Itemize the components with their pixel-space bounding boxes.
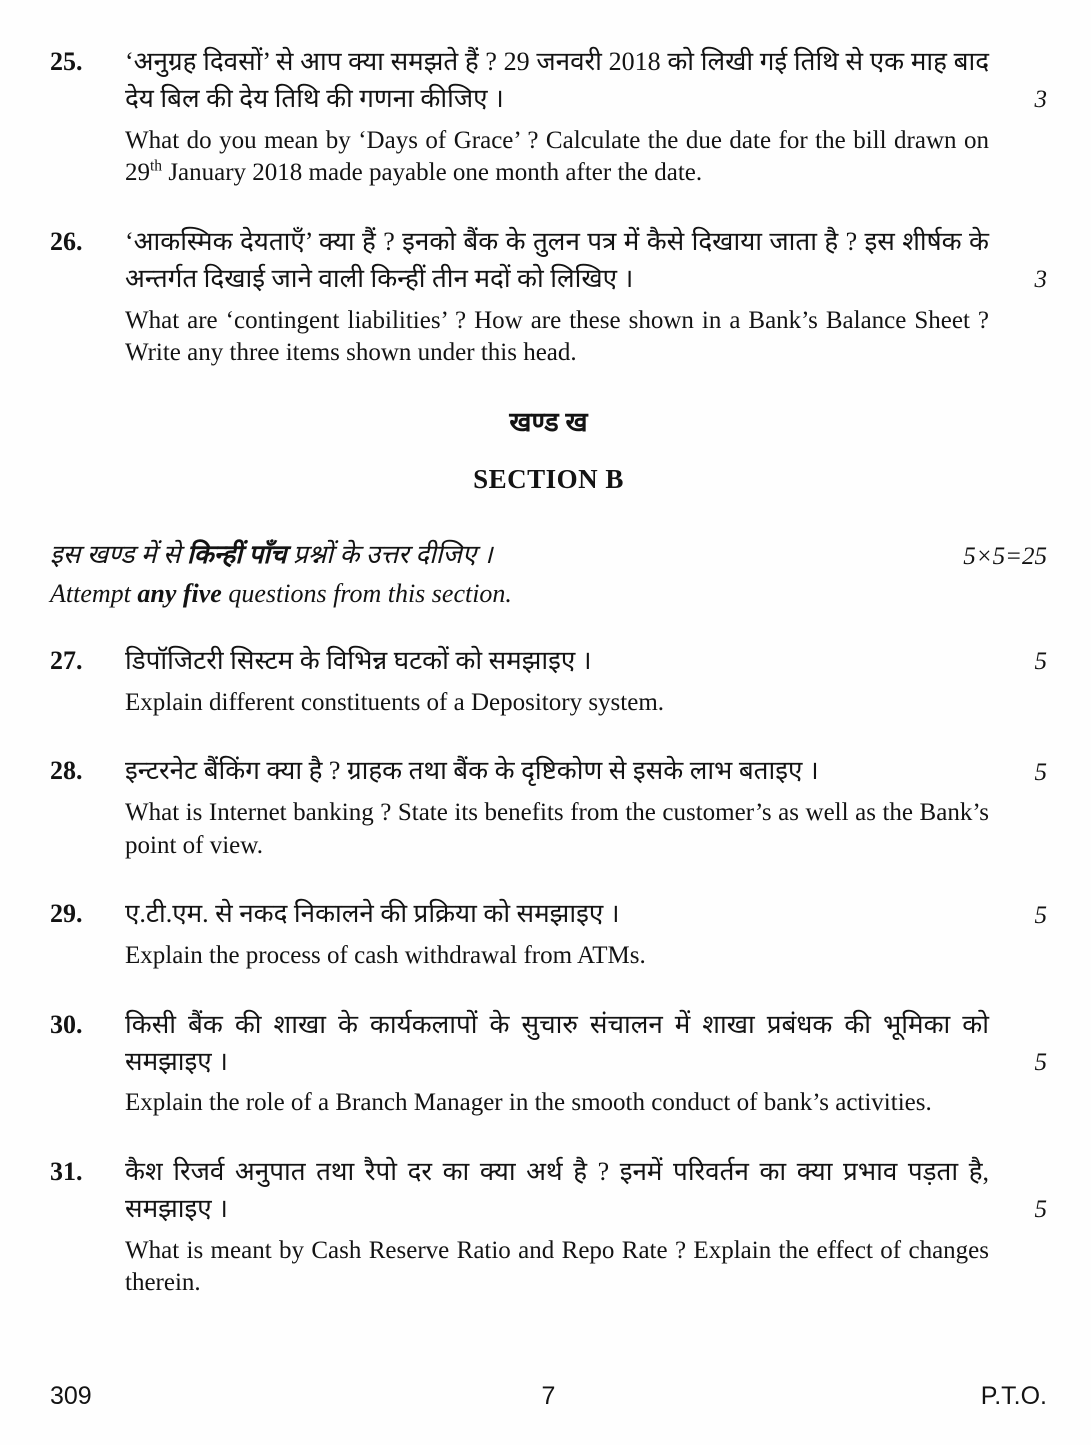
question-text-english — [125, 125, 989, 190]
question-text-english: Explain the process of cash withdrawal from ATMs. — [125, 942, 646, 970]
ordinal-superscript: th — [150, 157, 163, 175]
question-marks: 3 — [1034, 266, 1047, 294]
question-marks: 3 — [1034, 86, 1047, 114]
question-text-hindi: किसी बैंक की शाखा के कार्यकलापों के सुचारु संचालन में शाखा प्रबंधक की भूमिका को समझाइए । — [125, 1009, 989, 1076]
question-text-hindi: ‘अनुग्रह दिवसों’ से आप क्या समझते हैं ? 29 जनवरी 2018 को लिखी गई तिथि से एक माह बाद देय बिल की देय तिथि की गणना कीजिए । — [125, 47, 989, 113]
footer-paper-code: 309 — [50, 1382, 92, 1410]
question-number: 25. — [50, 47, 83, 76]
section-b-questions — [50, 643, 1047, 1300]
question-number: 30. — [50, 1009, 83, 1039]
question-29 — [50, 896, 1047, 972]
instruction-text-part: इस खण्ड में से — [50, 540, 187, 570]
instruction-text-part: Attempt — [50, 579, 138, 609]
instruction-bold-part: किन्हीं पाँच — [187, 540, 287, 570]
question-text-hindi: डिपॉजिटरी सिस्टम के विभिन्न घटकों को समझाइए । — [125, 645, 592, 675]
question-number: 28. — [50, 756, 83, 786]
question-text-english: What is Internet banking ? State its benefits from the customer’s as well as the Bank’s point of view. — [125, 799, 989, 859]
question-26 — [50, 224, 1047, 370]
question-body — [125, 44, 1047, 190]
question-text-hindi: ‘आकस्मिक देयताएँ’ क्या हैं ? इनको बैंक के तुलन पत्र में कैसे दिखाया जाता है ? इस शीर्षक के अन्तर्गत दिखाई जाने वाली किन्हीं तीन मदों को लिखिए । — [125, 226, 989, 293]
question-marks: 5 — [1034, 1048, 1047, 1076]
question-text-english: Explain different constituents of a Depository system. — [125, 688, 665, 716]
instruction-text-part: questions from this section. — [221, 579, 512, 609]
question-body — [125, 643, 1047, 719]
question-marks: 5 — [1034, 648, 1047, 676]
question-30 — [50, 1007, 1047, 1120]
section-heading-english: SECTION B — [473, 464, 624, 495]
question-body — [125, 1007, 1047, 1120]
section-instruction-english — [50, 577, 1047, 611]
instruction-text-part: प्रश्नों के उत्तर दीजिए । — [286, 540, 493, 570]
section-instructions — [50, 537, 1047, 611]
footer-pto: P.T.O. — [980, 1382, 1047, 1410]
question-body — [125, 896, 1047, 972]
question-marks: 5 — [1034, 901, 1047, 929]
question-text-hindi: ए.टी.एम. से नकद निकालने की प्रक्रिया को समझाइए । — [125, 899, 620, 929]
question-27 — [50, 643, 1047, 719]
english-text-part: January 2018 made payable one month after the date. — [162, 159, 703, 187]
question-body — [125, 753, 1047, 862]
question-text-hindi: इन्टरनेट बैंकिंग क्या है ? ग्राहक तथा बैंक के दृष्टिकोण से इसके लाभ बताइए । — [125, 756, 819, 786]
section-instruction-hindi — [50, 537, 963, 574]
question-body — [125, 1154, 1047, 1300]
question-marks: 5 — [1034, 1196, 1047, 1224]
instruction-bold-part: any five — [137, 579, 222, 609]
question-number: 29. — [50, 899, 83, 929]
question-body — [125, 224, 1047, 370]
question-number: 27. — [50, 645, 83, 675]
question-text-english: Explain the role of a Branch Manager in the smooth conduct of bank’s activities. — [125, 1089, 932, 1117]
question-25 — [50, 44, 1047, 190]
question-text-english: What is meant by Cash Reserve Ratio and Repo Rate ? Explain the effect of changes therein. — [125, 1236, 989, 1297]
section-marks-scheme: 5×5=25 — [963, 542, 1047, 570]
page-footer — [50, 1382, 1047, 1411]
english-text-part: What do you mean by ‘Days of Grace’ ? Calculate the due date for the bill drawn on 29 — [125, 126, 989, 187]
question-28 — [50, 753, 1047, 862]
question-text-hindi: कैश रिजर्व अनुपात तथा रैपो दर का क्या अर्थ है ? इनमें परिवर्तन का क्या प्रभाव पड़ता है, समझाइए । — [125, 1156, 989, 1223]
question-text-english: What are ‘contingent liabilities’ ? How are these shown in a Bank’s Balance Sheet ? Write any three items shown under this head. — [125, 306, 989, 367]
question-number: 31. — [50, 1156, 83, 1186]
question-marks: 5 — [1034, 758, 1047, 786]
section-heading-hindi: खण्ड ख — [509, 406, 588, 437]
question-31 — [50, 1154, 1047, 1300]
question-number: 26. — [50, 226, 83, 256]
footer-page-number: 7 — [541, 1382, 556, 1410]
